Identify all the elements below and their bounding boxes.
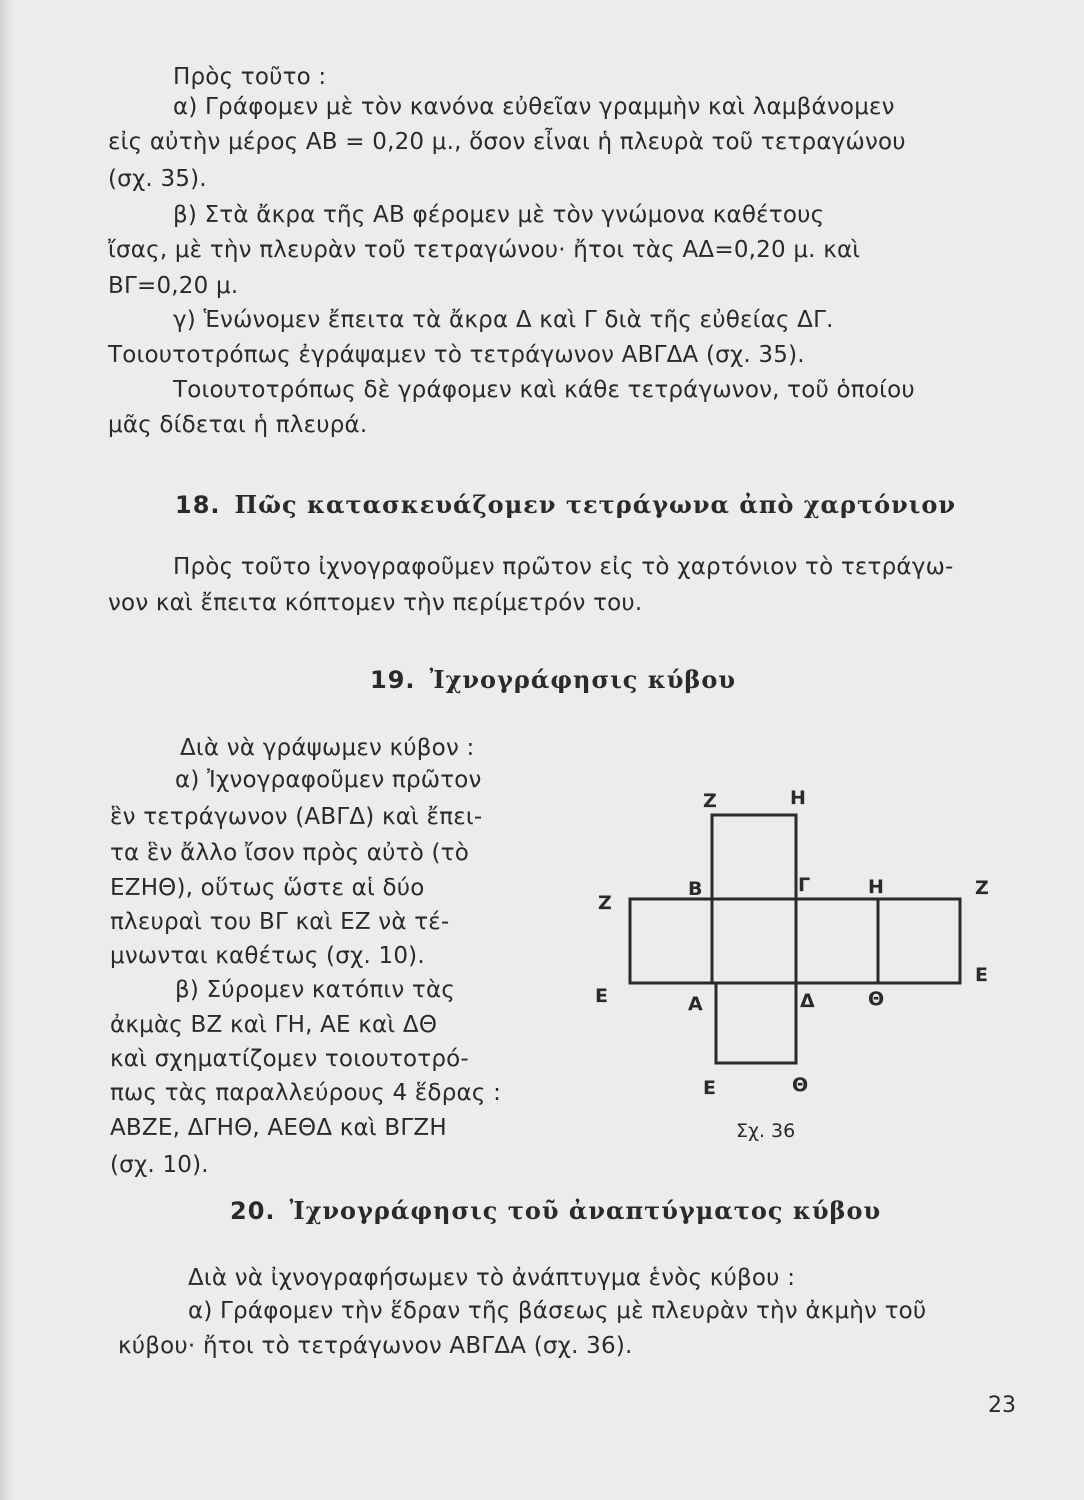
intro-alpha-line-1: α) Γράφομεν μὲ τὸν κανόνα εὐθεῖαν γραμμὴν καὶ λαμβάνομεν <box>173 94 895 120</box>
net-label-h: Η <box>868 876 884 898</box>
section-20-text-line-2: α) Γράφομεν τὴν ἕδραν τῆς βάσεως μὲ πλευρὰν τὴν ἀκμὴν τοῦ <box>188 1298 927 1324</box>
section-19-line-2: α) Ἰχνογραφοῦμεν πρῶτον <box>175 767 482 793</box>
section-18-text-line-2: νον καὶ ἔπειτα κόπτομεν τὴν περίμετρόν του. <box>108 590 643 616</box>
net-bottom-face <box>716 983 796 1063</box>
section-19-line-9: ἀκμὰς ΒΖ καὶ ΓΗ, ΑΕ καὶ ΔΘ <box>110 1012 438 1038</box>
net-label-left-e: Ε <box>595 985 608 1007</box>
section-18-title: Πῶς κατασκευάζομεν τετράγωνα ἀπὸ χαρτόνιον <box>234 490 957 519</box>
section-19-number: 19. <box>370 666 416 694</box>
net-label-top-h: Η <box>790 787 806 809</box>
section-19-line-1: Διὰ νὰ γράψωμεν κύβον : <box>180 735 475 761</box>
net-label-right-z: Ζ <box>975 877 989 899</box>
section-19-line-5: ΕΖΗΘ), οὕτως ὥστε αἱ δύο <box>110 875 425 901</box>
section-19-title: Ἰχνογράφησις κύβου <box>429 665 737 694</box>
net-label-bottom-e: Ε <box>703 1077 716 1099</box>
section-19-line-4: τα ἓν ἄλλο ἴσον πρὸς αὐτὸ (τὸ <box>110 840 469 866</box>
intro-beta-line-3: ΒΓ=0,20 μ. <box>108 273 239 299</box>
net-label-d: Δ <box>800 990 815 1012</box>
section-19-line-12: ΑΒΖΕ, ΔΓΗΘ, ΑΕΘΔ καὶ ΒΓΖΗ <box>110 1115 447 1141</box>
section-20-text-line-3: κύβου· ἤτοι τὸ τετράγωνον ΑΒΓΔΑ (σχ. 36). <box>118 1333 633 1359</box>
net-label-right-e: Ε <box>975 964 988 986</box>
net-label-left-z: Ζ <box>598 892 612 914</box>
section-20-text-line-1: Διὰ νὰ ἰχνογραφήσωμεν τὸ ἀνάπτυγμα ἑνὸς κύβου : <box>188 1265 796 1291</box>
section-19-line-7: μνωνται καθέτως (σχ. 10). <box>110 943 425 969</box>
intro-lead: Πρὸς τοῦτο : <box>173 64 327 90</box>
net-label-b: Β <box>688 878 703 900</box>
net-label-top-z: Ζ <box>703 790 717 812</box>
intro-closing-line-1: Τοιουτοτρόπως δὲ γράφομεν καὶ κάθε τετράγωνον, τοῦ ὁποίου <box>173 377 915 403</box>
figure-36-caption: Σχ. 36 <box>736 1120 796 1142</box>
intro-beta-line-2: ἴσας, μὲ τὴν πλευρὰν τοῦ τετραγώνου· ἤτοι τὰς ΑΔ=0,20 μ. καὶ <box>108 237 861 263</box>
net-label-g: Γ <box>798 874 811 896</box>
intro-gamma-line-1: γ) Ἑνώνομεν ἔπειτα τὰ ἄκρα Δ καὶ Γ διὰ τῆς εὐθείας ΔΓ. <box>173 307 834 333</box>
intro-alpha-line-3: (σχ. 35). <box>108 166 207 192</box>
net-label-th: Θ <box>868 988 885 1010</box>
page-number: 23 <box>988 1393 1016 1418</box>
net-label-a: Α <box>688 993 703 1015</box>
intro-alpha-line-2: εἰς αὐτὴν μέρος ΑΒ = 0,20 μ., ὅσον εἶναι ἡ πλευρὰ τοῦ τετραγώνου <box>108 129 906 155</box>
section-18-number: 18. <box>175 491 221 519</box>
section-20-title: Ἰχνογράφησις τοῦ ἀναπτύγματος κύβου <box>289 1196 882 1225</box>
net-top-face <box>712 815 796 899</box>
section-19-line-6: πλευραὶ του ΒΓ καὶ ΕΖ νὰ τέ- <box>110 909 450 935</box>
section-19-line-10: καὶ σχηματίζομεν τοιουτοτρό- <box>110 1046 469 1072</box>
section-18-text-line-1: Πρὸς τοῦτο ἰχνογραφοῦμεν πρῶτον εἰς τὸ χαρτόνιον τὸ τετράγω- <box>173 554 954 580</box>
section-19-line-3: ἓν τετράγωνον (ΑΒΓΔ) καὶ ἔπει- <box>110 804 483 830</box>
section-19-line-13: (σχ. 10). <box>110 1152 209 1178</box>
intro-beta-line-1: β) Στὰ ἄκρα τῆς ΑΒ φέρομεν μὲ τὸν γνώμονα καθέτους <box>173 202 825 228</box>
section-19-line-8: β) Σύρομεν κατόπιν τὰς <box>175 977 456 1003</box>
section-19-line-11: πως τὰς παραλλεύρους 4 ἕδρας : <box>110 1080 502 1106</box>
intro-closing-line-2: μᾶς δίδεται ἡ πλευρά. <box>108 412 368 438</box>
section-20-heading <box>230 1196 881 1225</box>
net-label-bottom-th: Θ <box>792 1074 809 1096</box>
section-20-number: 20. <box>230 1197 276 1225</box>
intro-gamma-line-2: Τοιουτοτρόπως ἐγράψαμεν τὸ τετράγωνον ΑΒΓΔΑ (σχ. 35). <box>108 342 805 368</box>
